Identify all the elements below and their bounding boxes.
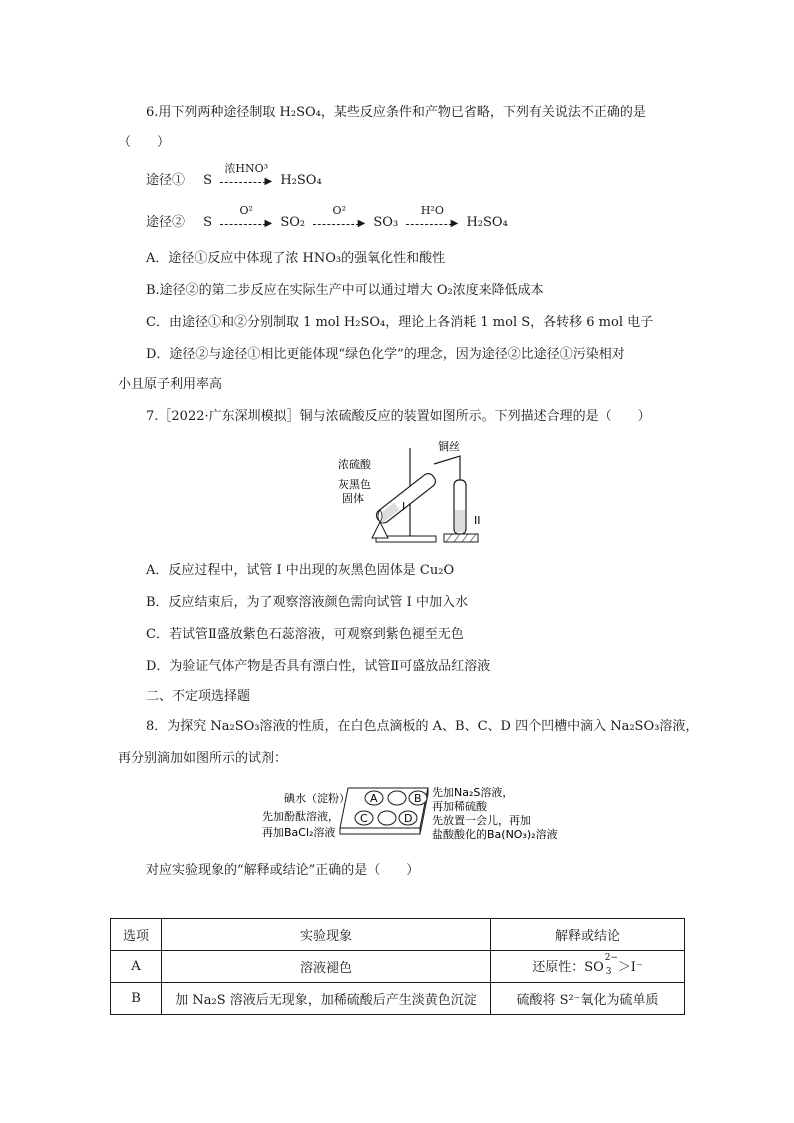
q7-option-b: B．反应结束后，为了观察溶液颜色需向试管 I 中加入水 — [146, 595, 468, 610]
q7-option-d: D．为验证气体产物是否具有漂白性，试管Ⅱ可盛放品红溶液 — [146, 659, 491, 674]
fig-left-bot: 再加BaCl₂溶液 — [262, 826, 336, 839]
fig-solid-label: 固体 — [342, 492, 364, 505]
q7-option-c: C．若试管Ⅱ盛放紫色石蕊溶液，可观察到紫色褪至无色 — [146, 627, 464, 642]
table-cell: 硫酸将 S²⁻氧化为硫单质 — [491, 983, 685, 1015]
fig-tube-ii-label: II — [474, 514, 481, 527]
table-cell — [491, 951, 685, 983]
route2-reagent-2: O² — [332, 203, 346, 217]
copper-acid-apparatus-figure — [336, 438, 496, 548]
route1-arrow — [220, 161, 273, 188]
table-cell: 加 Na₂S 溶液后无现象，加稀硫酸后产生淡黄色沉淀 — [162, 983, 491, 1015]
route2-product-2: SO₃ — [373, 215, 399, 230]
fig-right-bot: 盐酸酸化的Ba(NO₃)₂溶液 — [432, 828, 558, 841]
route2-arrow-3 — [406, 203, 459, 230]
well-d: D — [404, 812, 413, 825]
q7-stem: 7.［2022·广东深圳模拟］铜与浓硫酸反应的装置如图所示。下列描述合理的是（ ） — [146, 409, 651, 424]
fig-grey-black-label: 灰黑色 — [338, 478, 371, 491]
route2-arrow-2 — [313, 203, 366, 230]
fig-tube-i-label: I — [402, 500, 406, 513]
fig-left-mid: 先加酚酞溶液， — [262, 810, 339, 823]
table-cell: 溶液褪色 — [162, 951, 491, 983]
q7-option-a: A．反应过程中，试管 I 中出现的灰黑色固体是 Cu₂O — [146, 563, 455, 578]
route2-label: 途径② — [146, 215, 186, 230]
route2-reagent-1: O² — [239, 203, 253, 217]
arrow-head-icon: ▶ — [264, 217, 273, 229]
route2-arrow-1 — [220, 203, 273, 230]
conclusion-suffix: ＞I⁻ — [617, 960, 643, 976]
conclusion-sub: 3 — [605, 966, 612, 977]
q6-answer-paren: （ ） — [118, 135, 171, 150]
answer-table — [110, 918, 685, 1015]
route1-reagent: 浓HNO³ — [224, 161, 269, 175]
q6-option-b: B.途径②的第二步反应在实际生产中可以通过增大 O₂浓度来降低成本 — [146, 283, 544, 298]
q6-option-a: A．途径①反应中体现了浓 HNO₃的强氧化性和酸性 — [146, 251, 446, 266]
q6-stem: 6.用下列两种途径制取 H₂SO₄，某些反应条件和产物已省略，下列有关说法不正确的是 — [146, 105, 646, 120]
q6-route1 — [146, 161, 322, 190]
arrow-head-icon: ▶ — [357, 217, 366, 229]
fig-left-top: 碘水（淀粉） — [284, 792, 350, 805]
q8-stem-line1: 8．为探究 Na₂SO₃溶液的性质，在白色点滴板的 A、B、C、D 四个凹槽中滴入 Na₂SO₃溶液， — [146, 719, 699, 734]
fig-right-top1: 先加Na₂S溶液， — [432, 786, 514, 799]
route2-start: S — [203, 215, 213, 230]
spot-plate-figure — [250, 784, 570, 844]
route1-label: 途径① — [146, 173, 186, 188]
sulfite-charge — [604, 952, 619, 977]
arrow-head-icon: ▶ — [264, 175, 273, 187]
q6-option-c: C．由途径①和②分别制取 1 mol H₂SO₄，理论上各消耗 1 mol S，各转移 6 mol 电子 — [146, 315, 654, 330]
table-header-row — [111, 919, 685, 951]
arrow-head-icon: ▶ — [450, 217, 459, 229]
conclusion-sup: 2− — [604, 952, 619, 963]
section-heading: 二、不定项选择题 — [146, 689, 251, 704]
table-row — [111, 983, 685, 1015]
q8-question: 对应实验现象的“解释或结论”正确的是（ ） — [146, 863, 420, 878]
fig-right-top2: 再加稀硫酸 — [432, 800, 487, 813]
fig-copper-wire-label: 铜丝 — [438, 440, 460, 453]
q6-option-d-cont: 小且原子利用率高 — [118, 377, 223, 392]
well-c: C — [360, 812, 368, 825]
table-row — [111, 951, 685, 983]
well-b: B — [414, 792, 422, 805]
fig-conc-acid-label: 浓硫酸 — [338, 458, 371, 471]
q6-option-d: D．途径②与途径①相比更能体现“绿色化学”的理念，因为途径②比途径①污染相对 — [146, 347, 625, 362]
q6-route2 — [146, 203, 508, 232]
conclusion-prefix: 还原性：SO — [532, 960, 604, 976]
route2-product-1: SO₂ — [280, 215, 306, 230]
table-cell: B — [111, 983, 162, 1015]
fig-right-mid: 先放置一会儿，再加 — [432, 814, 531, 827]
q8-stem-line2: 再分别滴加如图所示的试剂： — [118, 751, 288, 766]
table-header: 选项 — [111, 919, 162, 951]
table-header: 实验现象 — [162, 919, 491, 951]
route1-end: H₂SO₄ — [280, 173, 322, 188]
well-a: A — [370, 792, 378, 805]
table-header: 解释或结论 — [491, 919, 685, 951]
route1-start: S — [203, 173, 213, 188]
route2-reagent-3: H²O — [420, 203, 444, 217]
route2-product-3: H₂SO₄ — [466, 215, 508, 230]
table-cell: A — [111, 951, 162, 983]
